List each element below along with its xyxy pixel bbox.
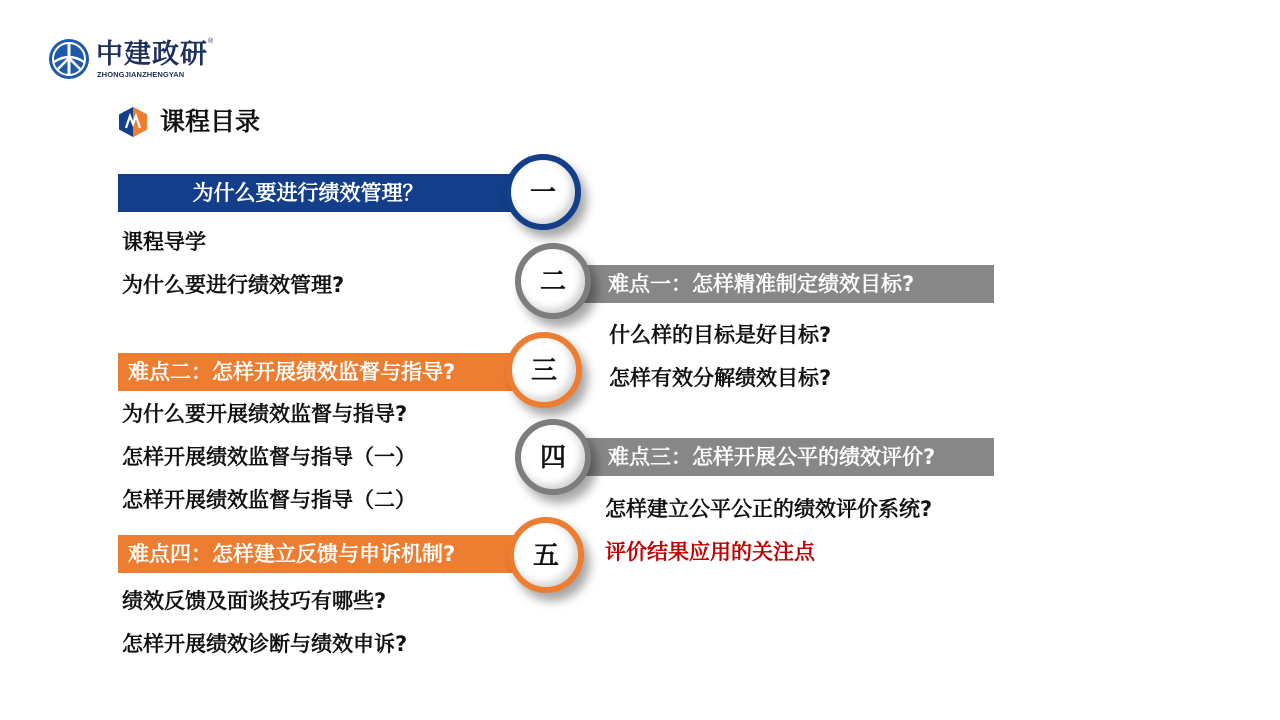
section-2-number: 二 xyxy=(515,243,591,319)
section-5-item-1: 绩效反馈及面谈技巧有哪些? xyxy=(122,589,387,613)
section-5-item-2: 怎样开展绩效诊断与绩效申诉? xyxy=(122,632,408,656)
section-1-heading-bar xyxy=(118,174,548,212)
section-3-number: 三 xyxy=(506,332,582,408)
section-4-heading-bar xyxy=(538,438,994,476)
title-badge-icon xyxy=(118,106,148,138)
logo-name-en: ZHONGJIANZHENGYAN xyxy=(97,70,185,79)
section-2-heading: 难点一：怎样精准制定绩效目标? xyxy=(608,272,915,296)
section-3-item-2: 怎样开展绩效监督与指导（一） xyxy=(122,445,416,469)
logo-globe-icon xyxy=(48,38,90,80)
section-5-heading-bar xyxy=(118,535,548,573)
page-title: 课程目录 xyxy=(160,107,261,136)
section-4-item-2-highlighted: 评价结果应用的关注点 xyxy=(605,540,815,564)
company-logo xyxy=(48,38,218,82)
section-2-heading-bar xyxy=(538,265,994,303)
section-5-number: 五 xyxy=(508,517,584,593)
section-2-item-1: 什么样的目标是好目标? xyxy=(609,323,832,347)
section-4-heading: 难点三：怎样开展公平的绩效评价? xyxy=(608,445,936,469)
section-4-number: 四 xyxy=(515,419,591,495)
section-3-heading: 难点二：怎样开展绩效监督与指导? xyxy=(128,360,456,384)
section-1-number: 一 xyxy=(505,154,581,230)
section-2-item-2: 怎样有效分解绩效目标? xyxy=(609,366,832,390)
logo-name-cn: 中建政研 xyxy=(96,39,208,70)
section-1-item-1: 课程导学 xyxy=(122,230,206,254)
section-3-heading-bar xyxy=(118,353,548,391)
section-1-item-2: 为什么要进行绩效管理? xyxy=(122,273,345,297)
section-1-heading: 为什么要进行绩效管理？ xyxy=(192,181,424,205)
section-4-item-1: 怎样建立公平公正的绩效评价系统? xyxy=(605,497,933,521)
section-3-item-3: 怎样开展绩效监督与指导（二） xyxy=(122,488,416,512)
logo-registered-mark: ® xyxy=(208,38,214,45)
section-5-heading: 难点四：怎样建立反馈与申诉机制? xyxy=(128,542,456,566)
section-3-item-1: 为什么要开展绩效监督与指导? xyxy=(122,402,408,426)
